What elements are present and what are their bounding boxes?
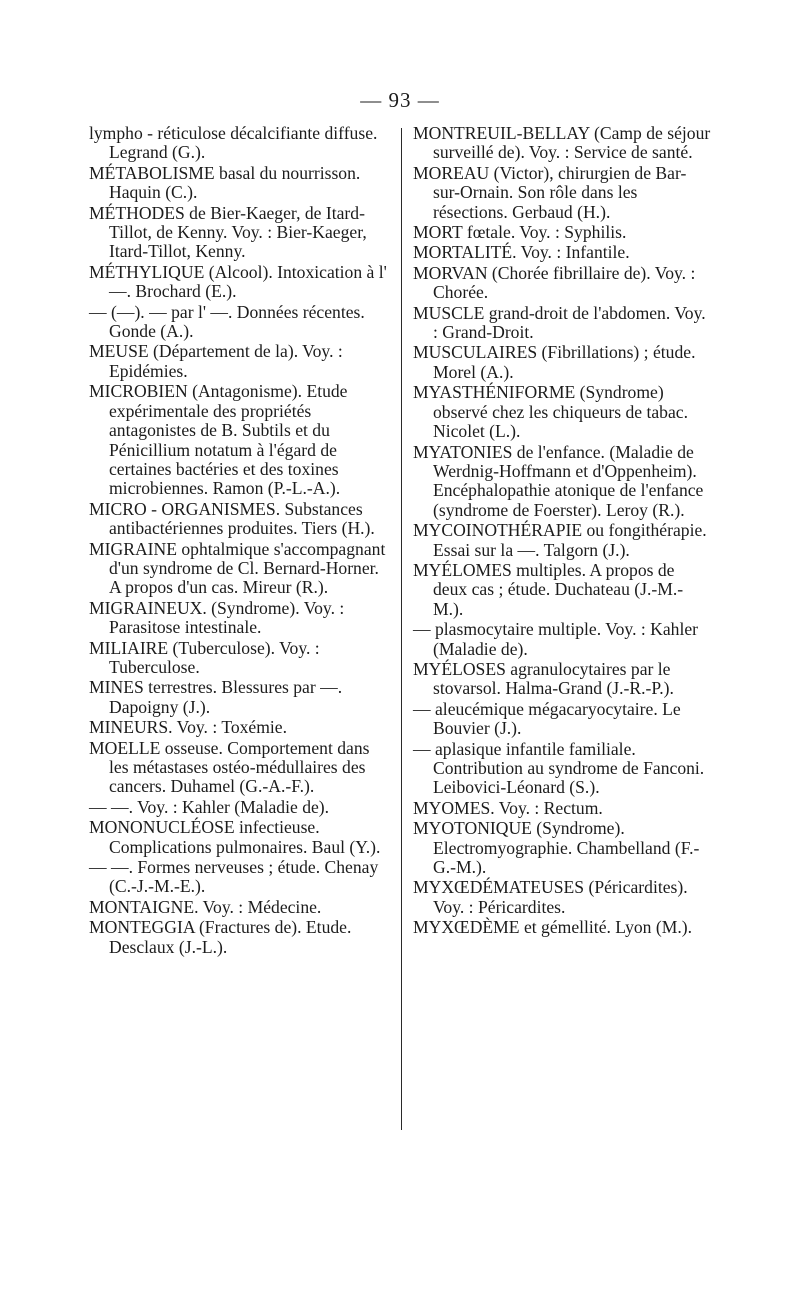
left-column bbox=[89, 124, 389, 958]
index-entry: MÉTHYLIQUE (Alcool). Intoxication à l' —. Brochard (E.). bbox=[89, 261, 387, 302]
index-entry: MYCOINOTHÉRAPIE ou fongithérapie. Essai sur la —. Talgorn (J.). bbox=[413, 520, 707, 560]
index-entry: — aplasique infantile familiale. Contribution au syndrome de Fanconi. Leibovici-Léonard (S.). bbox=[413, 738, 705, 798]
index-entry: MYÉLOMES multiples. A propos de deux cas ; étude. Duchateau (J.-M.-M.). bbox=[413, 559, 684, 619]
index-entry: MYASTHÉNIFORME (Syndrome) observé chez les chiqueurs de tabac. Nicolet (L.). bbox=[413, 382, 688, 442]
index-entry: MICROBIEN (Antagonisme). Etude expérimentale des propriétés antagonistes de B. Subtils et du Pénicillium notatum à l'égard de certaines bactéries et des toxines microbiennes. Ramon (P.-L.-A.). bbox=[89, 381, 348, 499]
index-entry: MORVAN (Chorée fibrillaire de). Voy. : Chorée. bbox=[413, 262, 696, 303]
index-entry: MYOTONIQUE (Syndrome). Electromyographie. Chambelland (F.-G.-M.). bbox=[413, 818, 700, 878]
index-entry: MYÉLOSES agranulocytaires par le stovarsol. Halma-Grand (J.-R.-P.). bbox=[413, 658, 674, 699]
index-entry: MORT fœtale. Voy. : Syphilis. bbox=[413, 222, 627, 243]
index-entry: — aleucémique mégacaryocytaire. Le Bouvier (J.). bbox=[413, 698, 681, 739]
index-entry: MOELLE osseuse. Comportement dans les métastases ostéo-médullaires des cancers. Duhamel (G.-A.-F.). bbox=[89, 737, 370, 797]
index-entry: MONTREUIL-BELLAY (Camp de séjour surveillé de). Voy. : Service de santé. bbox=[413, 123, 711, 163]
index-entry: MÉTHODES de Bier-Kaeger, de Itard-Tillot, de Kenny. Voy. : Bier-Kaeger, Itard-Tillot, Kenny. bbox=[89, 202, 367, 262]
index-entry: MINEURS. Voy. : Toxémie. bbox=[89, 717, 288, 738]
index-entry: MUSCLE grand-droit de l'abdomen. Voy. : Grand-Droit. bbox=[413, 302, 706, 343]
index-entry: MUSCULAIRES (Fibrillations) ; étude. Morel (A.). bbox=[413, 342, 696, 382]
page-number: — 93 — bbox=[360, 88, 440, 112]
index-entry: MINES terrestres. Blessures par —. Dapoigny (J.). bbox=[89, 677, 343, 717]
index-entry: MICRO - ORGANISMES. Substances antibactériennes produites. Tiers (H.). bbox=[89, 498, 375, 539]
index-entry: MYATONIES de l'enfance. (Maladie de Werdnig-Hoffmann et d'Oppenheim). Encéphalopathie atonique de l'enfance (syndrome de Foerster). Leroy (R.). bbox=[413, 441, 704, 520]
right-column bbox=[413, 124, 713, 939]
index-entry: MONTAIGNE. Voy. : Médecine. bbox=[89, 896, 322, 917]
index-entry: — —. Voy. : Kahler (Maladie de). bbox=[89, 796, 330, 817]
index-entry: MORTALITÉ. Voy. : Infantile. bbox=[413, 242, 630, 263]
index-entry: MYXŒDÉMATEUSES (Péricardites). Voy. : Péricardites. bbox=[413, 877, 688, 917]
index-entry: MEUSE (Département de la). Voy. : Epidémies. bbox=[89, 341, 343, 381]
index-entry: — —. Formes nerveuses ; étude. Chenay (C.-J.-M.-E.). bbox=[89, 857, 379, 897]
index-entry: MYXŒDÈME et gémellité. Lyon (M.). bbox=[413, 917, 693, 938]
index-entry: MIGRAINE ophtalmique s'accompagnant d'un syndrome de Cl. Bernard-Horner. A propos d'un cas. Mireur (R.). bbox=[89, 538, 386, 598]
index-entry: — (—). — par l' —. Données récentes. Gonde (A.). bbox=[89, 301, 365, 342]
index-entry: MONTEGGIA (Fractures de). Etude. Desclaux (J.-L.). bbox=[89, 917, 352, 957]
index-entry: MILIAIRE (Tuberculose). Voy. : Tuberculose. bbox=[89, 637, 320, 677]
index-entry: MONONUCLÉOSE infectieuse. Complications pulmonaires. Baul (Y.). bbox=[89, 817, 381, 857]
index-entry: MIGRAINEUX. (Syndrome). Voy. : Parasitose intestinale. bbox=[89, 597, 345, 638]
column-divider bbox=[401, 128, 402, 1130]
index-entry: lympho - réticulose décalcifiante diffuse. Legrand (G.). bbox=[89, 123, 378, 163]
index-entry: MOREAU (Victor), chirurgien de Bar-sur-Ornain. Son rôle dans les résections. Gerbaud (H.). bbox=[413, 162, 687, 222]
index-entry: — plasmocytaire multiple. Voy. : Kahler (Maladie de). bbox=[413, 619, 699, 659]
index-entry: MYOMES. Voy. : Rectum. bbox=[413, 797, 603, 818]
index-entry: MÉTABOLISME basal du nourrisson. Haquin (C.). bbox=[89, 162, 361, 203]
